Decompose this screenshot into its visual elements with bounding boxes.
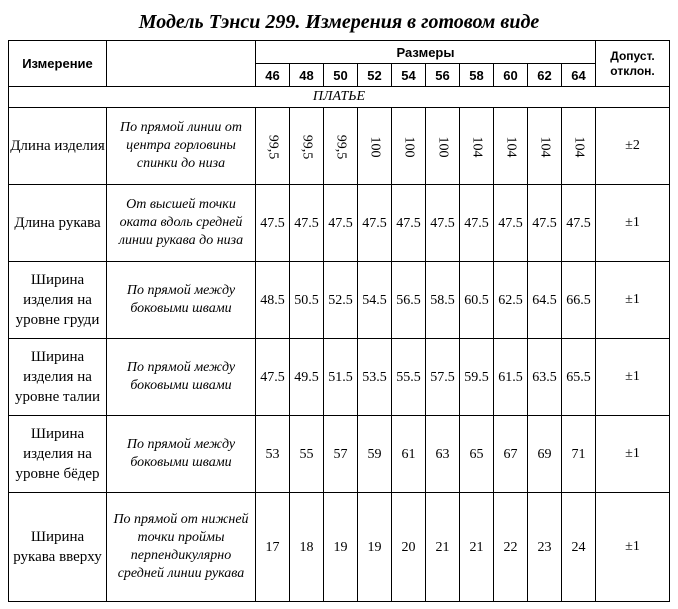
measurement-description: По прямой от нижней точки проймы перпендикулярно средней линии рукава	[107, 493, 256, 602]
size-value-cell: 61.5	[494, 339, 528, 416]
size-value-cell: 47.5	[460, 185, 494, 262]
size-value-cell: 60.5	[460, 262, 494, 339]
size-value-rotated: 99,5	[333, 134, 349, 160]
size-value-cell: 47.5	[426, 185, 460, 262]
table-row	[9, 493, 670, 602]
measurement-name: Длина рукава	[9, 185, 107, 262]
size-value-cell: 24	[562, 493, 596, 602]
tolerance-value: ±2	[596, 108, 670, 185]
size-value-cell: 57.5	[426, 339, 460, 416]
size-header-cell: 50	[324, 64, 358, 87]
header-tolerance	[596, 41, 670, 87]
size-value-cell: 63	[426, 416, 460, 493]
size-value-cell: 55	[290, 416, 324, 493]
size-value-cell: 59.5	[460, 339, 494, 416]
size-value-cell: 54.5	[358, 262, 392, 339]
size-value-cell: 21	[426, 493, 460, 602]
size-value-cell: 20	[392, 493, 426, 602]
size-value-rotated: 104	[469, 136, 485, 158]
size-header-cell: 54	[392, 64, 426, 87]
measurements-table	[8, 40, 670, 602]
size-value-cell: 64.5	[528, 262, 562, 339]
size-value-cell: 17	[256, 493, 290, 602]
size-value-rotated: 99,5	[299, 134, 315, 160]
size-value-rotated: 104	[503, 136, 519, 158]
size-value-cell	[562, 108, 596, 185]
size-header-cell: 56	[426, 64, 460, 87]
tolerance-value: ±1	[596, 493, 670, 602]
measurement-description: По прямой между боковыми швами	[107, 416, 256, 493]
size-value-cell: 55.5	[392, 339, 426, 416]
section-label: ПЛАТЬЕ	[9, 87, 670, 108]
measurement-name: Длина изделия	[9, 108, 107, 185]
size-value-cell	[358, 108, 392, 185]
table-row	[9, 108, 670, 185]
header-measurement: Измерение	[9, 41, 107, 87]
header-tolerance-line1: Допуст.	[610, 48, 655, 63]
header-tolerance-line2: отклон.	[610, 63, 655, 78]
measurement-description: По прямой между боковыми швами	[107, 339, 256, 416]
size-value-cell	[324, 108, 358, 185]
size-value-cell: 18	[290, 493, 324, 602]
size-value-cell: 47.5	[392, 185, 426, 262]
size-value-cell	[494, 108, 528, 185]
size-value-cell: 47.5	[256, 339, 290, 416]
size-value-cell: 53.5	[358, 339, 392, 416]
size-value-cell: 47.5	[290, 185, 324, 262]
table-row	[9, 416, 670, 493]
size-value-cell: 66.5	[562, 262, 596, 339]
size-value-cell: 23	[528, 493, 562, 602]
size-header-cell: 60	[494, 64, 528, 87]
size-header-cell: 48	[290, 64, 324, 87]
size-value-cell: 47.5	[494, 185, 528, 262]
size-value-cell	[256, 108, 290, 185]
size-value-cell: 63.5	[528, 339, 562, 416]
measurement-description: По прямой линии от центра горловины спинки до низа	[107, 108, 256, 185]
size-value-cell	[392, 108, 426, 185]
size-value-cell: 69	[528, 416, 562, 493]
size-value-rotated: 104	[571, 136, 587, 158]
size-value-cell: 58.5	[426, 262, 460, 339]
header-description-blank	[107, 41, 256, 87]
tolerance-value: ±1	[596, 339, 670, 416]
size-value-cell: 56.5	[392, 262, 426, 339]
size-value-cell: 47.5	[528, 185, 562, 262]
size-value-cell	[290, 108, 324, 185]
measurement-description: По прямой между боковыми швами	[107, 262, 256, 339]
size-value-cell: 22	[494, 493, 528, 602]
size-value-rotated: 104	[537, 136, 553, 158]
size-value-cell: 59	[358, 416, 392, 493]
size-header-cell: 46	[256, 64, 290, 87]
size-header-cell: 52	[358, 64, 392, 87]
tolerance-value: ±1	[596, 416, 670, 493]
document-title: Модель Тэнси 299. Измерения в готовом виде	[138, 11, 540, 33]
size-header-cell: 58	[460, 64, 494, 87]
size-value-rotated: 100	[401, 136, 417, 158]
tolerance-value: ±1	[596, 262, 670, 339]
size-value-cell: 65	[460, 416, 494, 493]
size-value-cell: 47.5	[562, 185, 596, 262]
size-value-cell: 47.5	[256, 185, 290, 262]
measurement-name: Ширина изделия на уровне груди	[9, 262, 107, 339]
size-value-cell: 19	[324, 493, 358, 602]
size-value-rotated: 100	[435, 136, 451, 158]
table-row	[9, 185, 670, 262]
size-value-cell: 47.5	[358, 185, 392, 262]
size-value-cell: 47.5	[324, 185, 358, 262]
size-value-cell	[426, 108, 460, 185]
measurement-name: Ширина рукава вверху	[9, 493, 107, 602]
size-value-cell	[460, 108, 494, 185]
size-value-cell: 48.5	[256, 262, 290, 339]
size-value-rotated: 99,5	[265, 134, 281, 160]
size-value-cell: 49.5	[290, 339, 324, 416]
table-row	[9, 262, 670, 339]
size-header-cell: 62	[528, 64, 562, 87]
size-value-cell: 57	[324, 416, 358, 493]
size-value-cell: 21	[460, 493, 494, 602]
size-value-cell: 51.5	[324, 339, 358, 416]
size-value-cell: 62.5	[494, 262, 528, 339]
measurement-name: Ширина изделия на уровне талии	[9, 339, 107, 416]
size-value-cell	[528, 108, 562, 185]
table-row	[9, 339, 670, 416]
measurement-description: От высшей точки оката вдоль средней линии рукава до низа	[107, 185, 256, 262]
size-value-cell: 53	[256, 416, 290, 493]
tolerance-value: ±1	[596, 185, 670, 262]
size-header-cell: 64	[562, 64, 596, 87]
size-value-cell: 52.5	[324, 262, 358, 339]
size-value-cell: 19	[358, 493, 392, 602]
size-value-cell: 50.5	[290, 262, 324, 339]
size-value-cell: 67	[494, 416, 528, 493]
size-value-cell: 71	[562, 416, 596, 493]
size-value-cell: 65.5	[562, 339, 596, 416]
header-sizes: Размеры	[256, 41, 596, 64]
size-value-rotated: 100	[367, 136, 383, 158]
size-value-cell: 61	[392, 416, 426, 493]
measurement-name: Ширина изделия на уровне бёдер	[9, 416, 107, 493]
